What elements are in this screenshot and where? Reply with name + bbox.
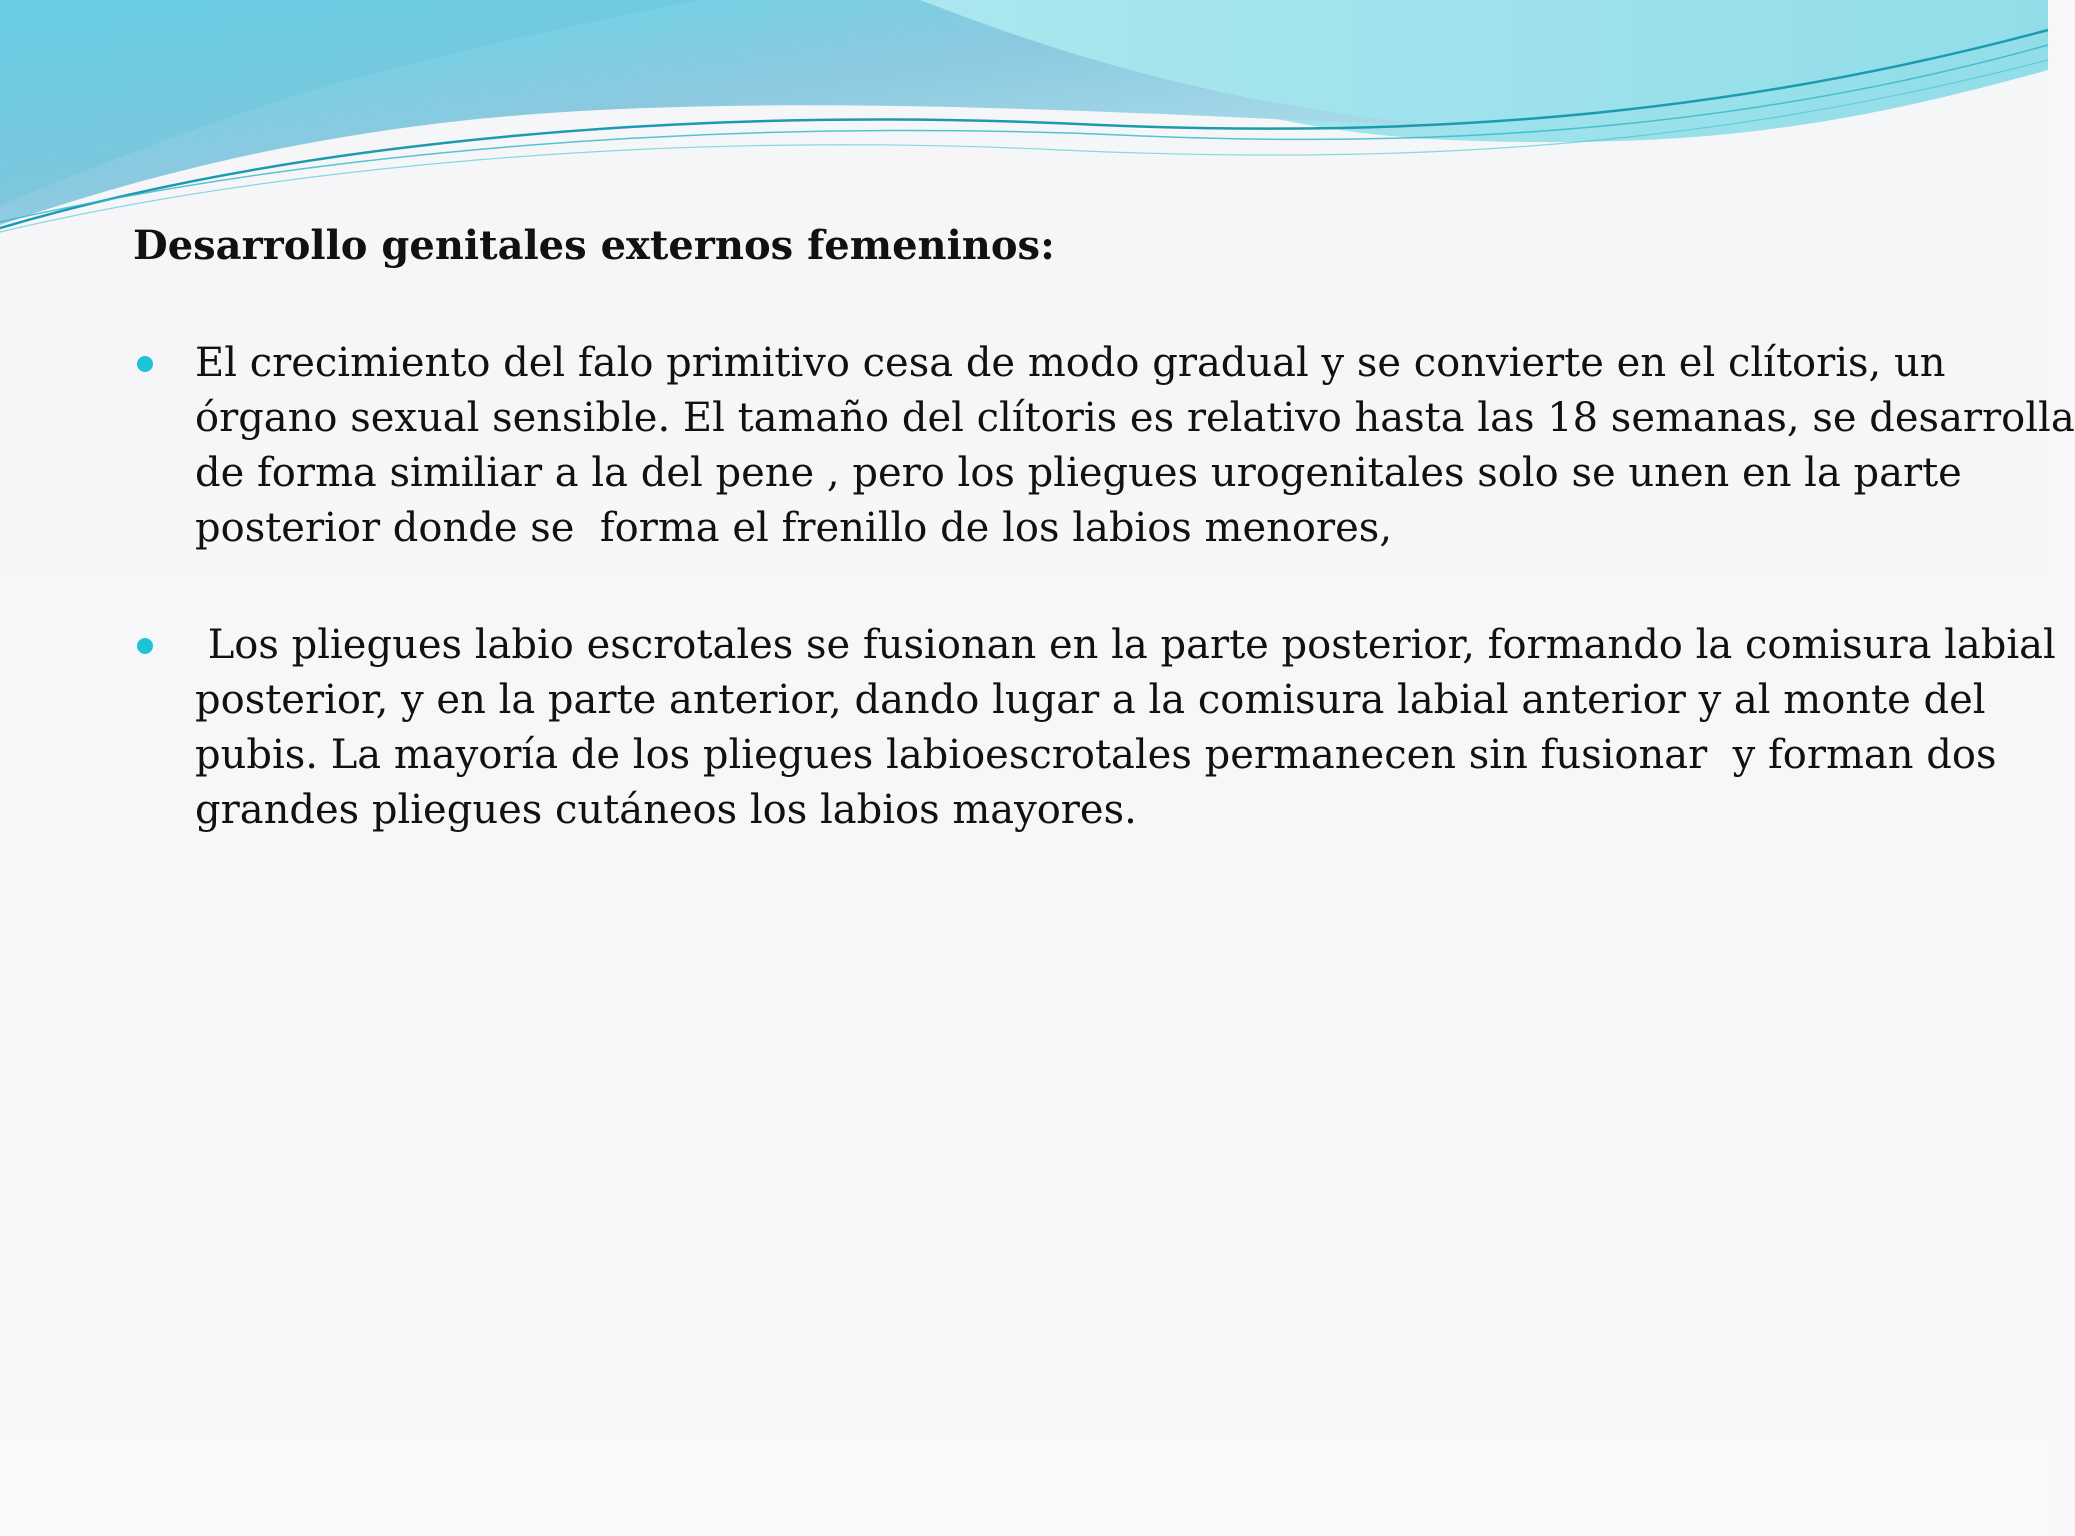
slide-content — [133, 218, 2075, 900]
slide-title: Desarrollo genitales externos femeninos: — [133, 222, 1055, 269]
wave-header-decoration — [0, 0, 2048, 240]
bullet-text: Los pliegues labio escrotales se fusionan en la parte posterior, formando la comisura labial posterior, y en la parte anterior, dando lugar a la comisura labial anterior y al monte del pubis. La mayoría de los pliegues labioescrotales permanecen sin fusionar y forman dos grandes pliegues cutáneos los labios mayores. — [195, 622, 2069, 833]
bullet-item — [133, 618, 2075, 838]
bullet-item — [133, 336, 2075, 556]
bullet-list — [133, 336, 2075, 838]
bullet-dot-icon — [137, 356, 153, 372]
bullet-dot-icon — [137, 638, 153, 654]
bullet-text: El crecimiento del falo primitivo cesa de modo gradual y se convierte en el clítoris, un órgano sexual sensible. El tamaño del clítoris es relativo hasta las 18 semanas, se desarrolla de forma similiar a la del pene , pero los pliegues urogenitales solo se unen en la parte posterior donde se forma el frenillo de los labios menores, — [195, 340, 2075, 551]
